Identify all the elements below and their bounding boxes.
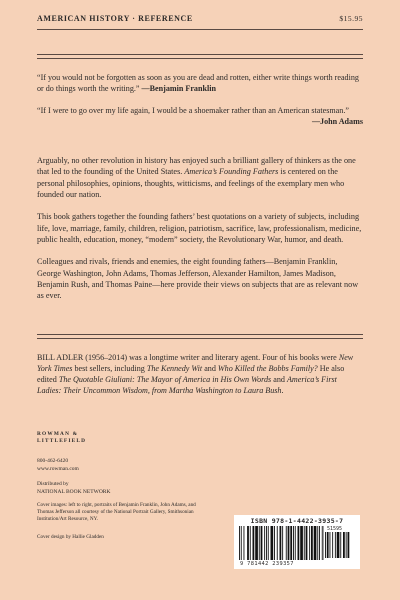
barcode-bar: [250, 526, 251, 560]
price-addon-barcode: [324, 532, 350, 560]
barcode-bar: [298, 526, 300, 560]
barcode-bar: [306, 526, 308, 560]
barcode-bar: [271, 526, 274, 560]
publisher-contact: [37, 457, 110, 474]
barcode-bar: [266, 526, 267, 560]
logo-line: LITTLEFIELD: [37, 437, 87, 444]
barcode-box: [234, 515, 360, 569]
divider-rule: [37, 338, 363, 339]
category-label: AMERICAN HISTORY · REFERENCE: [37, 14, 193, 23]
barcode-bar: [337, 532, 340, 558]
barcode-bar: [348, 532, 350, 558]
bio-text: best sellers, including: [72, 364, 147, 374]
quote-adams: [37, 106, 363, 117]
barcode-bar: [327, 532, 329, 558]
barcode-bar: [311, 526, 313, 560]
blurb-text: is centered on the personal philosophies, opinions, thoughts, witticisms, and feelings of the exemplary men who founded our nation.: [37, 167, 345, 199]
bio-text: and: [271, 375, 287, 385]
divider-rule: [37, 54, 363, 55]
blurb-paragraph: [37, 155, 363, 200]
barcode-bar: [319, 526, 320, 560]
cover-credits: [37, 502, 207, 553]
barcode-bar: [335, 532, 336, 558]
barcode-bar: [268, 526, 269, 560]
bio-title: The Kennedy Wit: [146, 364, 203, 374]
barcode-bar: [314, 526, 317, 560]
blurb-paragraph: Colleagues and rivals, friends and enemies, the eight founding fathers—Benjamin Franklin, George Washington, John Adams, Thomas Jefferson, Alexander Hamilton, James Madison, Benjamin Rush, and Thomas Paine—here provide their views on subjects that are as relevant now as ever.: [37, 257, 359, 301]
bio-text: He also edited: [37, 364, 345, 385]
barcode-bar: [332, 532, 333, 558]
publisher-phone: 800-462-6420: [37, 457, 69, 464]
quote-franklin: [37, 73, 363, 95]
barcode-bar: [244, 526, 245, 560]
barcode-bar: [253, 526, 255, 560]
publisher-block: [37, 431, 110, 497]
quote-text: “If I were to go over my life again, I would be a shoemaker rather than an American statesman.”: [37, 105, 349, 115]
barcode-bar: [293, 526, 294, 560]
bio-title: The Quotable Giuliani: The Mayor of America in His Own Words: [58, 375, 272, 385]
divider-rule: [37, 58, 363, 59]
barcode-bar: [264, 526, 265, 560]
barcode-bar: [346, 532, 347, 558]
header-bar: [37, 14, 363, 23]
barcode-bar: [241, 526, 242, 560]
price-addon: [324, 526, 350, 560]
author-bio: [37, 352, 363, 397]
barcode-bar: [330, 532, 331, 558]
price-label: $15.95: [339, 14, 363, 23]
barcode-bar: [304, 526, 305, 560]
blurb-text: Arguably, no other revolution in history has enjoyed such a brilliant gallery of thinkers as the one that led to the founding of the United States.: [37, 156, 356, 177]
barcode-bar: [295, 526, 296, 560]
bio-text: and: [202, 364, 218, 374]
barcode-bar: [309, 526, 310, 560]
barcode-bar: [300, 526, 303, 560]
bio-title: Who Killed the Bobbs Family?: [217, 364, 318, 374]
divider-rule: [37, 334, 363, 335]
bio-text: .: [281, 386, 284, 396]
barcode-bar: [317, 526, 318, 560]
isbn-label: ISBN 978-1-4422-3935-7: [250, 517, 344, 525]
bio-title: New York Times: [37, 353, 354, 374]
barcode-bar: [343, 532, 345, 558]
price-addon-code: 51595: [327, 526, 343, 532]
barcode-bar: [290, 526, 292, 560]
publisher-url: www.rowman.com: [37, 466, 79, 472]
barcode-bar: [259, 526, 260, 560]
barcode-bar: [274, 526, 275, 560]
quote-attribution: —John Adams: [311, 116, 363, 126]
barcode-row: [238, 526, 356, 562]
blurb-paragraph: This book gathers together the founding fathers’ best quotations on a variety of subjects, including life, love, marriage, family, children, religion, patriotism, sacrifice, law, professionalism, medicine, public health, education, money, “modern” society, the Revolutionary War, humor, and death.: [37, 212, 362, 244]
ean-barcode: [238, 526, 324, 562]
barcode-bar: [286, 526, 287, 560]
quote-attribution: —Benjamin Franklin: [141, 83, 216, 93]
header-rule: [37, 29, 363, 30]
barcode-bar: [322, 526, 323, 560]
barcode-bar: [255, 526, 258, 560]
barcode-bar: [340, 532, 341, 558]
logo-line: ROWMAN &: [37, 431, 79, 437]
distributor: [37, 481, 110, 496]
barcode-digits: 9 781442 239357: [240, 561, 294, 567]
barcode-bar: [261, 526, 263, 560]
barcode-bar: [280, 526, 282, 560]
blurb-section: [37, 155, 363, 312]
barcode-bar: [239, 526, 240, 560]
distributor-label: Distributed by: [37, 481, 69, 488]
distributor-name: NATIONAL BOOK NETWORK: [37, 488, 111, 495]
barcode-bar: [247, 526, 249, 560]
bio-text: BILL ADLER (1956–2014) was a longtime writer and literary agent. Four of his books were: [37, 353, 339, 362]
book-title: America’s Founding Fathers: [184, 167, 279, 177]
barcode-bar: [282, 526, 283, 560]
quote-text: “If you would not be forgotten as soon as you are dead and rotten, either write things worth reading or do things worth the writing.”: [37, 73, 359, 93]
image-credits: Cover images: left to right, portraits of Benjamin Franklin, John Adams, and Thomas Jefferson all courtesy of the National Portrait Gallery, Smithsonian Institution/Art Resource, NY.: [37, 502, 196, 522]
quotes-section: [37, 73, 363, 128]
publisher-logo: [37, 431, 110, 445]
bio-title: America’s First Ladies: Their Uncommon Wisdom, from Martha Washington to Laura Bush: [37, 375, 337, 396]
barcode-bar: [277, 526, 278, 560]
barcode-bar: [288, 526, 290, 560]
design-credit: Cover design by Hallie Gladden: [37, 534, 104, 541]
barcode-bar: [325, 532, 326, 558]
